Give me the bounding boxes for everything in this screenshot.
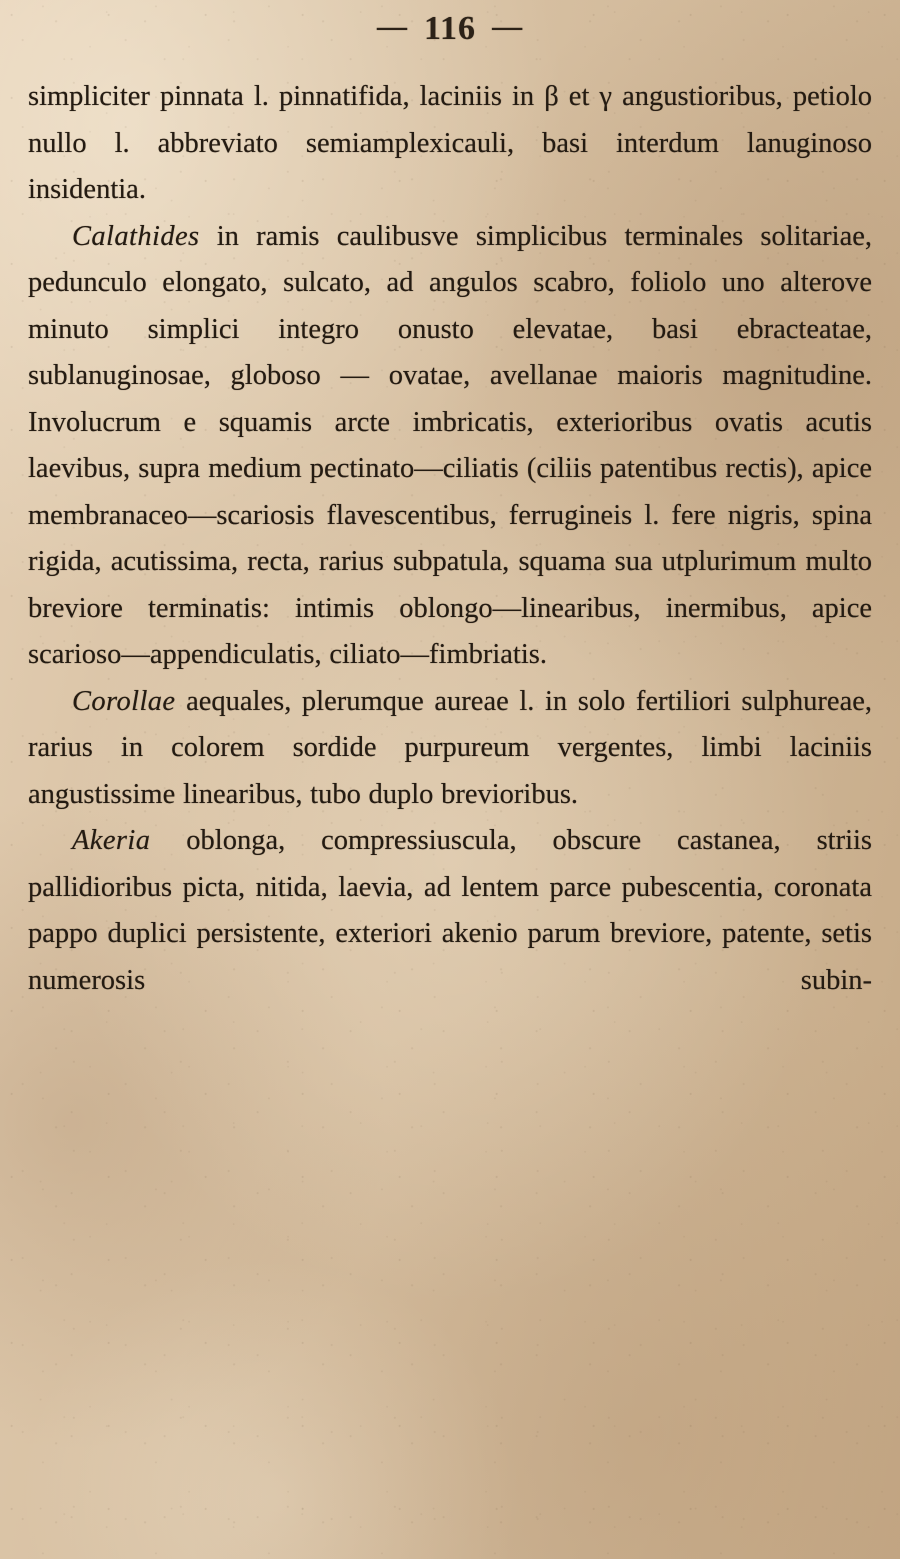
folio-number-block xyxy=(361,10,539,48)
folio-rule-right: — xyxy=(492,10,524,43)
paragraph-calathides xyxy=(28,214,872,679)
page-header xyxy=(28,0,872,66)
folio-rule-left: — xyxy=(376,10,408,43)
page-number: 116 xyxy=(423,10,477,47)
page-body-text xyxy=(28,66,872,1004)
paragraph-text: simpliciter pinnata l. pinnatifida, laciniis in β et γ angustioribus, petiolo nullo l. abbreviato semiamplexicauli, basi interdum lanuginoso insidentia. xyxy=(28,81,872,205)
paragraph-descriptio-foliorum xyxy=(28,74,872,214)
genus-term-calathides: Calathides xyxy=(72,220,200,252)
paragraph-akeria xyxy=(28,818,872,1004)
paragraph-text: aequales, plerumque aureae l. in solo fertiliori sulphureae, rarius in colorem sordide purpureum vergentes, limbi laciniis angustissime linearibus, tubo duplo brevioribus. xyxy=(28,685,872,810)
paragraph-text: oblonga, compressiuscula, obscure castanea, striis pallidioribus picta, nitida, laevia, ad lentem parce pubescentia, coronata pappo duplici persistente, exteriori akenio parum breviore, patente, setis numerosis subin- xyxy=(28,825,872,996)
paragraph-text: in ramis caulibusve simplicibus terminales solitariae, pedunculo elongato, sulcato, ad angulos scabro, foliolo uno alterove minuto simplici integro onusto elevatae, basi ebracteatae, sublanuginosae, globoso — ovatae, avellanae maioris magnitudine. Involucrum e squamis arcte imbricatis, exterioribus ovatis acutis laevibus, supra medium pectinato—ciliatis (ciliis patentibus rectis), apice membranaceo—scariosis flavescentibus, ferrugineis l. fere nigris, spina rigida, acutissima, recta, rarius subpatula, squama sua utplurimum multo breviore terminatis: intimis oblongo—linearibus, inermibus, apice scarioso—appendiculatis, ciliato—fimbriatis. xyxy=(28,220,872,670)
genus-term-akeria: Akeria xyxy=(72,825,151,856)
paragraph-corollae xyxy=(28,679,872,819)
genus-term-corollae: Corollae xyxy=(72,685,176,717)
